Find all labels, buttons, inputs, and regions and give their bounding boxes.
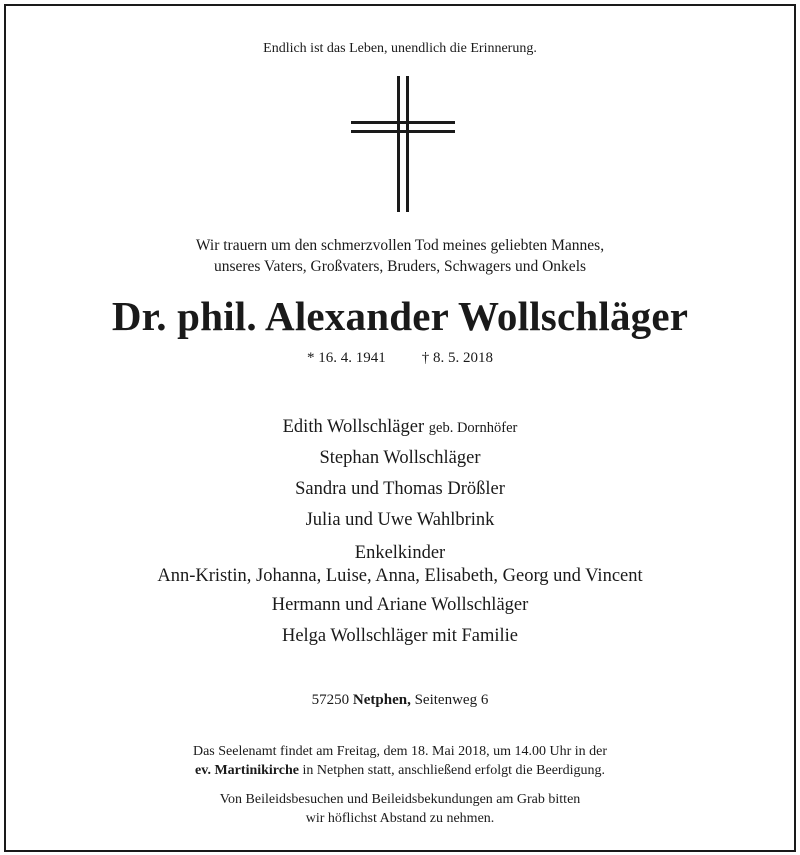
- mourner-row: Julia und Uwe Wahlbrink: [305, 510, 495, 530]
- service-line-1: Das Seelenamt findet am Freitag, dem 18. Mai 2018, um 14.00 Uhr in der: [192, 744, 608, 759]
- service-line-2: [6, 761, 794, 780]
- service-info: [6, 742, 794, 780]
- intro-line-1: Wir trauern um den schmerzvollen Tod meines geliebten Mannes,: [195, 237, 605, 254]
- mourner-row: Helga Wollschläger mit Familie: [281, 626, 519, 646]
- mourner-row: Sandra und Thomas Drößler: [295, 479, 505, 499]
- mourners-list: [6, 412, 794, 652]
- intro-line-2: unseres Vaters, Großvaters, Bruders, Schwagers und Onkels: [213, 258, 587, 275]
- intro-text: [6, 235, 794, 277]
- obituary-notice: [4, 4, 796, 852]
- address-zip: 57250: [311, 692, 350, 708]
- birth-date: * 16. 4. 1941: [307, 350, 386, 366]
- church-name: ev. Martinikirche: [195, 763, 299, 778]
- request-line-2: wir höflichst Abstand zu nehmen.: [305, 811, 495, 826]
- mourner-row: [6, 412, 794, 443]
- grandchildren-label: Enkelkinder: [354, 543, 446, 563]
- motto-text: Endlich ist das Leben, unendlich die Erinnerung.: [263, 41, 537, 56]
- deceased-name: Dr. phil. Alexander Wollschläger: [111, 293, 689, 339]
- life-dates: [6, 350, 794, 367]
- death-date: † 8. 5. 2018: [421, 350, 493, 366]
- service-line-2-rest: in Netphen statt, anschließend erfolgt die Beerdigung.: [302, 763, 605, 778]
- request-line-1: Von Beileidsbesuchen und Beileidsbekundungen am Grab bitten: [219, 792, 581, 807]
- mourner-row: Hermann und Ariane Wollschläger: [271, 595, 529, 615]
- mourner-row: Stephan Wollschläger: [319, 448, 481, 468]
- maiden-name: geb. Dornhöfer: [428, 420, 518, 436]
- grandchildren-names: Ann-Kristin, Johanna, Luise, Anna, Elisabeth, Georg und Vincent: [157, 566, 643, 586]
- cross-icon: [351, 76, 455, 212]
- address-city: Netphen,: [352, 692, 411, 708]
- mourner-name: Edith Wollschläger: [282, 417, 425, 437]
- condolence-request: [6, 790, 794, 828]
- address: [6, 692, 794, 709]
- address-street: Seitenweg 6: [414, 692, 489, 708]
